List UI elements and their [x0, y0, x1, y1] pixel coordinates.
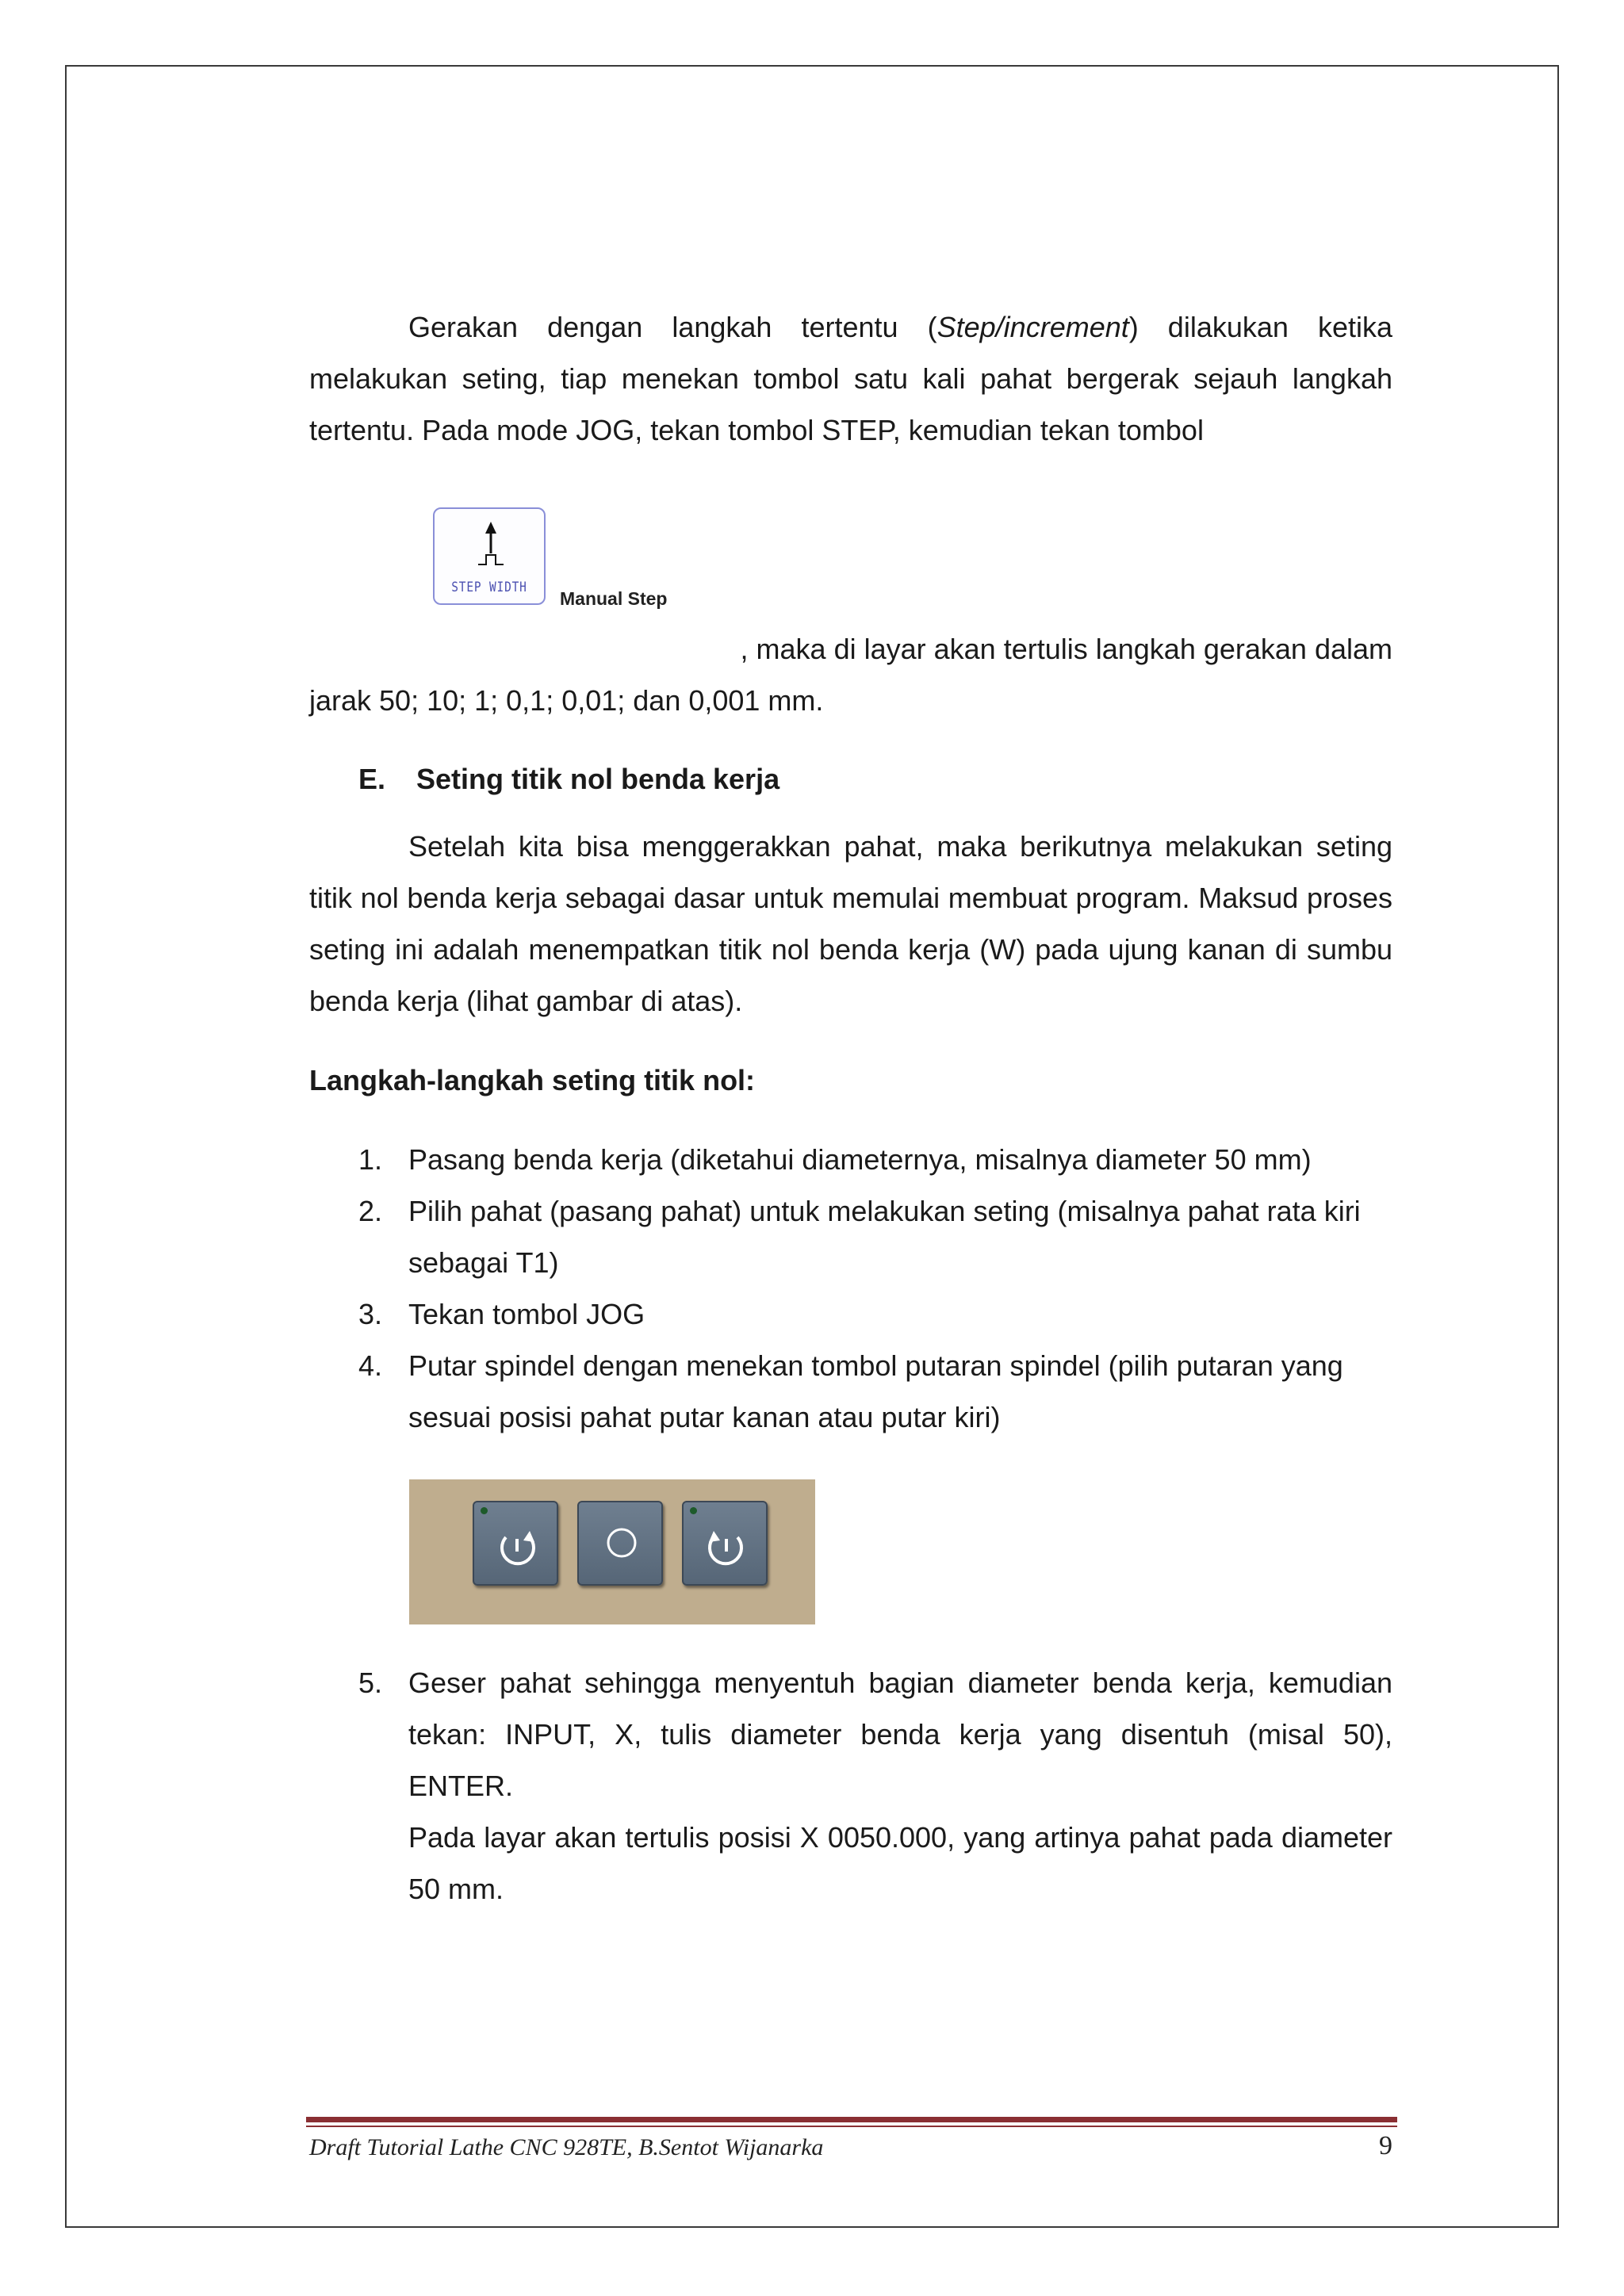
spindle-control-panel — [409, 1479, 815, 1624]
steps-list-continued — [309, 1657, 1392, 1915]
para1-text-after: ) dilakukan ketika melakukan seting, tiap menekan tombol satu kali pahat bergerak sejauh langkah tertentu. Pada mode JOG, tekan tombol STEP, kemudian tekan tombol — [309, 311, 1393, 446]
para1-cont-line2: jarak 50; 10; 1; 0,1; 0,01; dan 0,001 mm. — [309, 684, 824, 717]
spindle-stop-icon — [579, 1502, 665, 1587]
step-width-label: STEP WIDTH — [451, 580, 527, 595]
list-item-text: Tekan tombol JOG — [408, 1298, 645, 1330]
spindle-ccw-button[interactable] — [682, 1501, 768, 1586]
list-item-text: Putar spindel dengan menekan tombol putaran spindel (pilih putaran yang sesuai posisi pahat putar kanan atau putar kiri) — [408, 1349, 1343, 1433]
list-item — [309, 1185, 1392, 1288]
list-item-number: 3. — [358, 1298, 383, 1330]
footer-text: Draft Tutorial Lathe CNC 928TE, B.Sentot Wijanarka — [309, 2134, 824, 2160]
paragraph-zero-setting: Setelah kita bisa menggerakkan pahat, maka berikutnya melakukan seting titik nol benda kerja sebagai dasar untuk memulai membuat program. Maksud proses seting ini adalah menempatkan titik nol benda kerja (W) pada ujung kanan di sumbu benda kerja (lihat gambar di atas). — [309, 830, 1392, 1017]
steps-list — [309, 1134, 1392, 1443]
list-item-note: Pada layar akan tertulis posisi X 0050.000, yang artinya pahat pada diameter 50 mm. — [408, 1821, 1392, 1905]
list-item — [309, 1657, 1392, 1915]
list-item-text: Pasang benda kerja (diketahui diameternya, misalnya diameter 50 mm) — [408, 1143, 1312, 1176]
section-letter: E. — [358, 763, 386, 795]
manual-step-caption: Manual Step — [560, 588, 668, 609]
footer-rule — [306, 2117, 1397, 2122]
list-item-number: 2. — [358, 1195, 383, 1227]
section-heading — [358, 753, 779, 805]
list-item-number: 5. — [358, 1667, 383, 1699]
paragraph-step-continuation — [309, 623, 1392, 726]
spindle-stop-button[interactable] — [577, 1501, 663, 1586]
list-item-number: 4. — [358, 1349, 383, 1382]
footer-rule-thin — [306, 2126, 1397, 2127]
paragraph-step-intro — [309, 301, 1392, 456]
spindle-cw-button[interactable] — [473, 1501, 558, 1586]
para1-italic-term: Step/increment — [936, 311, 1129, 343]
step-width-button[interactable] — [433, 507, 546, 605]
list-item — [309, 1288, 1392, 1340]
list-item-text: Pilih pahat (pasang pahat) untuk melakukan seting (misalnya pahat rata kiri sebagai T1) — [408, 1195, 1361, 1279]
section-title: Seting titik nol benda kerja — [416, 763, 780, 795]
para1-text-before: Gerakan dengan langkah tertentu ( — [408, 311, 937, 343]
spindle-ccw-icon — [684, 1502, 769, 1587]
list-item — [309, 1340, 1392, 1443]
list-item-text: Geser pahat sehingga menyentuh bagian diameter benda kerja, kemudian tekan: INPUT, X, tulis diameter benda kerja yang disentuh (misal 50), ENTER. — [408, 1667, 1392, 1802]
spindle-cw-icon — [474, 1502, 560, 1587]
list-item — [309, 1134, 1392, 1185]
steps-heading: Langkah-langkah seting titik nol: — [309, 1064, 756, 1096]
list-item-number: 1. — [358, 1143, 383, 1176]
para1-cont-line1: , maka di layar akan tertulis langkah gerakan dalam — [740, 633, 1392, 665]
page-number: 9 — [1379, 2131, 1392, 2160]
